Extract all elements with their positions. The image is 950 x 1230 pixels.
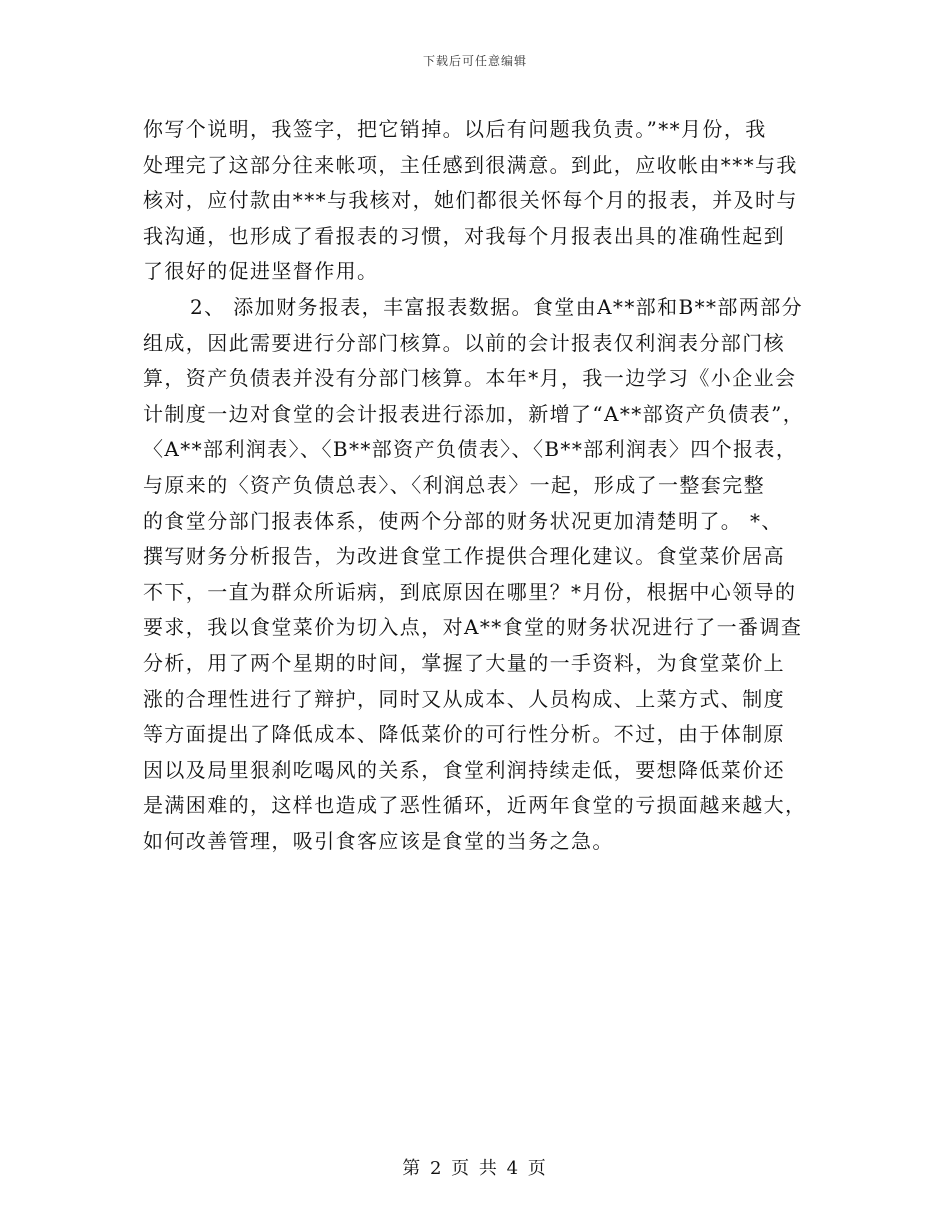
document-body bbox=[143, 112, 813, 859]
page-header: 下载后可任意编辑 bbox=[422, 54, 527, 68]
paragraph-line: 如何改善管理，吸引食客应该是食堂的当务之急。 bbox=[143, 828, 614, 853]
paragraph-line: 算，资产负债表并没有分部门核算。本年*月，我一边学习《小企业会 bbox=[143, 366, 797, 391]
page-number-footer: 第 2 页 共 4 页 bbox=[402, 1158, 548, 1179]
paragraph-line: 〈A**部利润表〉、〈B**部资产负债表〉、〈B**部利润表〉四个报表， bbox=[143, 437, 798, 462]
paragraph-line: 撰写财务分析报告，为改进食堂工作提供合理化建议。食堂菜价居高 bbox=[143, 544, 785, 569]
paragraph-line: 要求，我以食堂菜价为切入点，对A**食堂的财务状况进行了一番调查 bbox=[143, 615, 803, 640]
paragraph-line: 等方面提出了降低成本、降低菜价的可行性分析。不过，由于体制原 bbox=[143, 722, 785, 747]
paragraph-line: 分析，用了两个星期的时间，掌握了大量的一手资料，为食堂菜价上 bbox=[143, 650, 785, 675]
paragraph-line: 涨的合理性进行了辩护，同时又从成本、人员构成、上菜方式、制度 bbox=[143, 686, 785, 711]
paragraph-line: 我沟通，也形成了看报表的习惯，对我每个月报表出具的准确性起到 bbox=[143, 223, 785, 248]
paragraph-line: 不下，一直为群众所诟病，到底原因在哪里？*月份，根据中心领导的 bbox=[143, 579, 797, 604]
paragraph-line: 是满困难的，这样也造成了恶性循环，近两年食堂的亏损面越来越大， bbox=[143, 793, 807, 818]
paragraph-line: 你写个说明，我签字，把它销掉。以后有问题我负责。”**月份，我 bbox=[143, 117, 767, 141]
paragraph-line: 计制度一边对食堂的会计报表进行添加，新增了“A**部资产负债表”， bbox=[143, 401, 805, 426]
paragraph-line: 与原来的〈资产负债总表〉、〈利润总表〉一起，形成了一整套完整 bbox=[143, 472, 765, 497]
paragraph-line: 组成，因此需要进行分部门核算。以前的会计报表仅利润表分部门核 bbox=[143, 330, 785, 355]
paragraph-line: 的食堂分部门报表体系，使两个分部的财务状况更加清楚明了。 *、 bbox=[143, 508, 783, 533]
paragraph-line: 处理完了这部分往来帐项，主任感到很满意。到此，应收帐由***与我 bbox=[143, 152, 798, 177]
paragraph-line: 因以及局里狠刹吃喝风的关系，食堂利润持续走低，要想降低菜价还 bbox=[143, 757, 785, 782]
paragraph-line: 了很好的促进坚督作用。 bbox=[143, 259, 379, 284]
paragraph-line: 核对，应付款由***与我核对，她们都很关怀每个月的报表，并及时与 bbox=[143, 188, 798, 213]
paragraph-line: 2、 添加财务报表，丰富报表数据。食堂由A**部和B**部两部分 bbox=[190, 294, 804, 319]
